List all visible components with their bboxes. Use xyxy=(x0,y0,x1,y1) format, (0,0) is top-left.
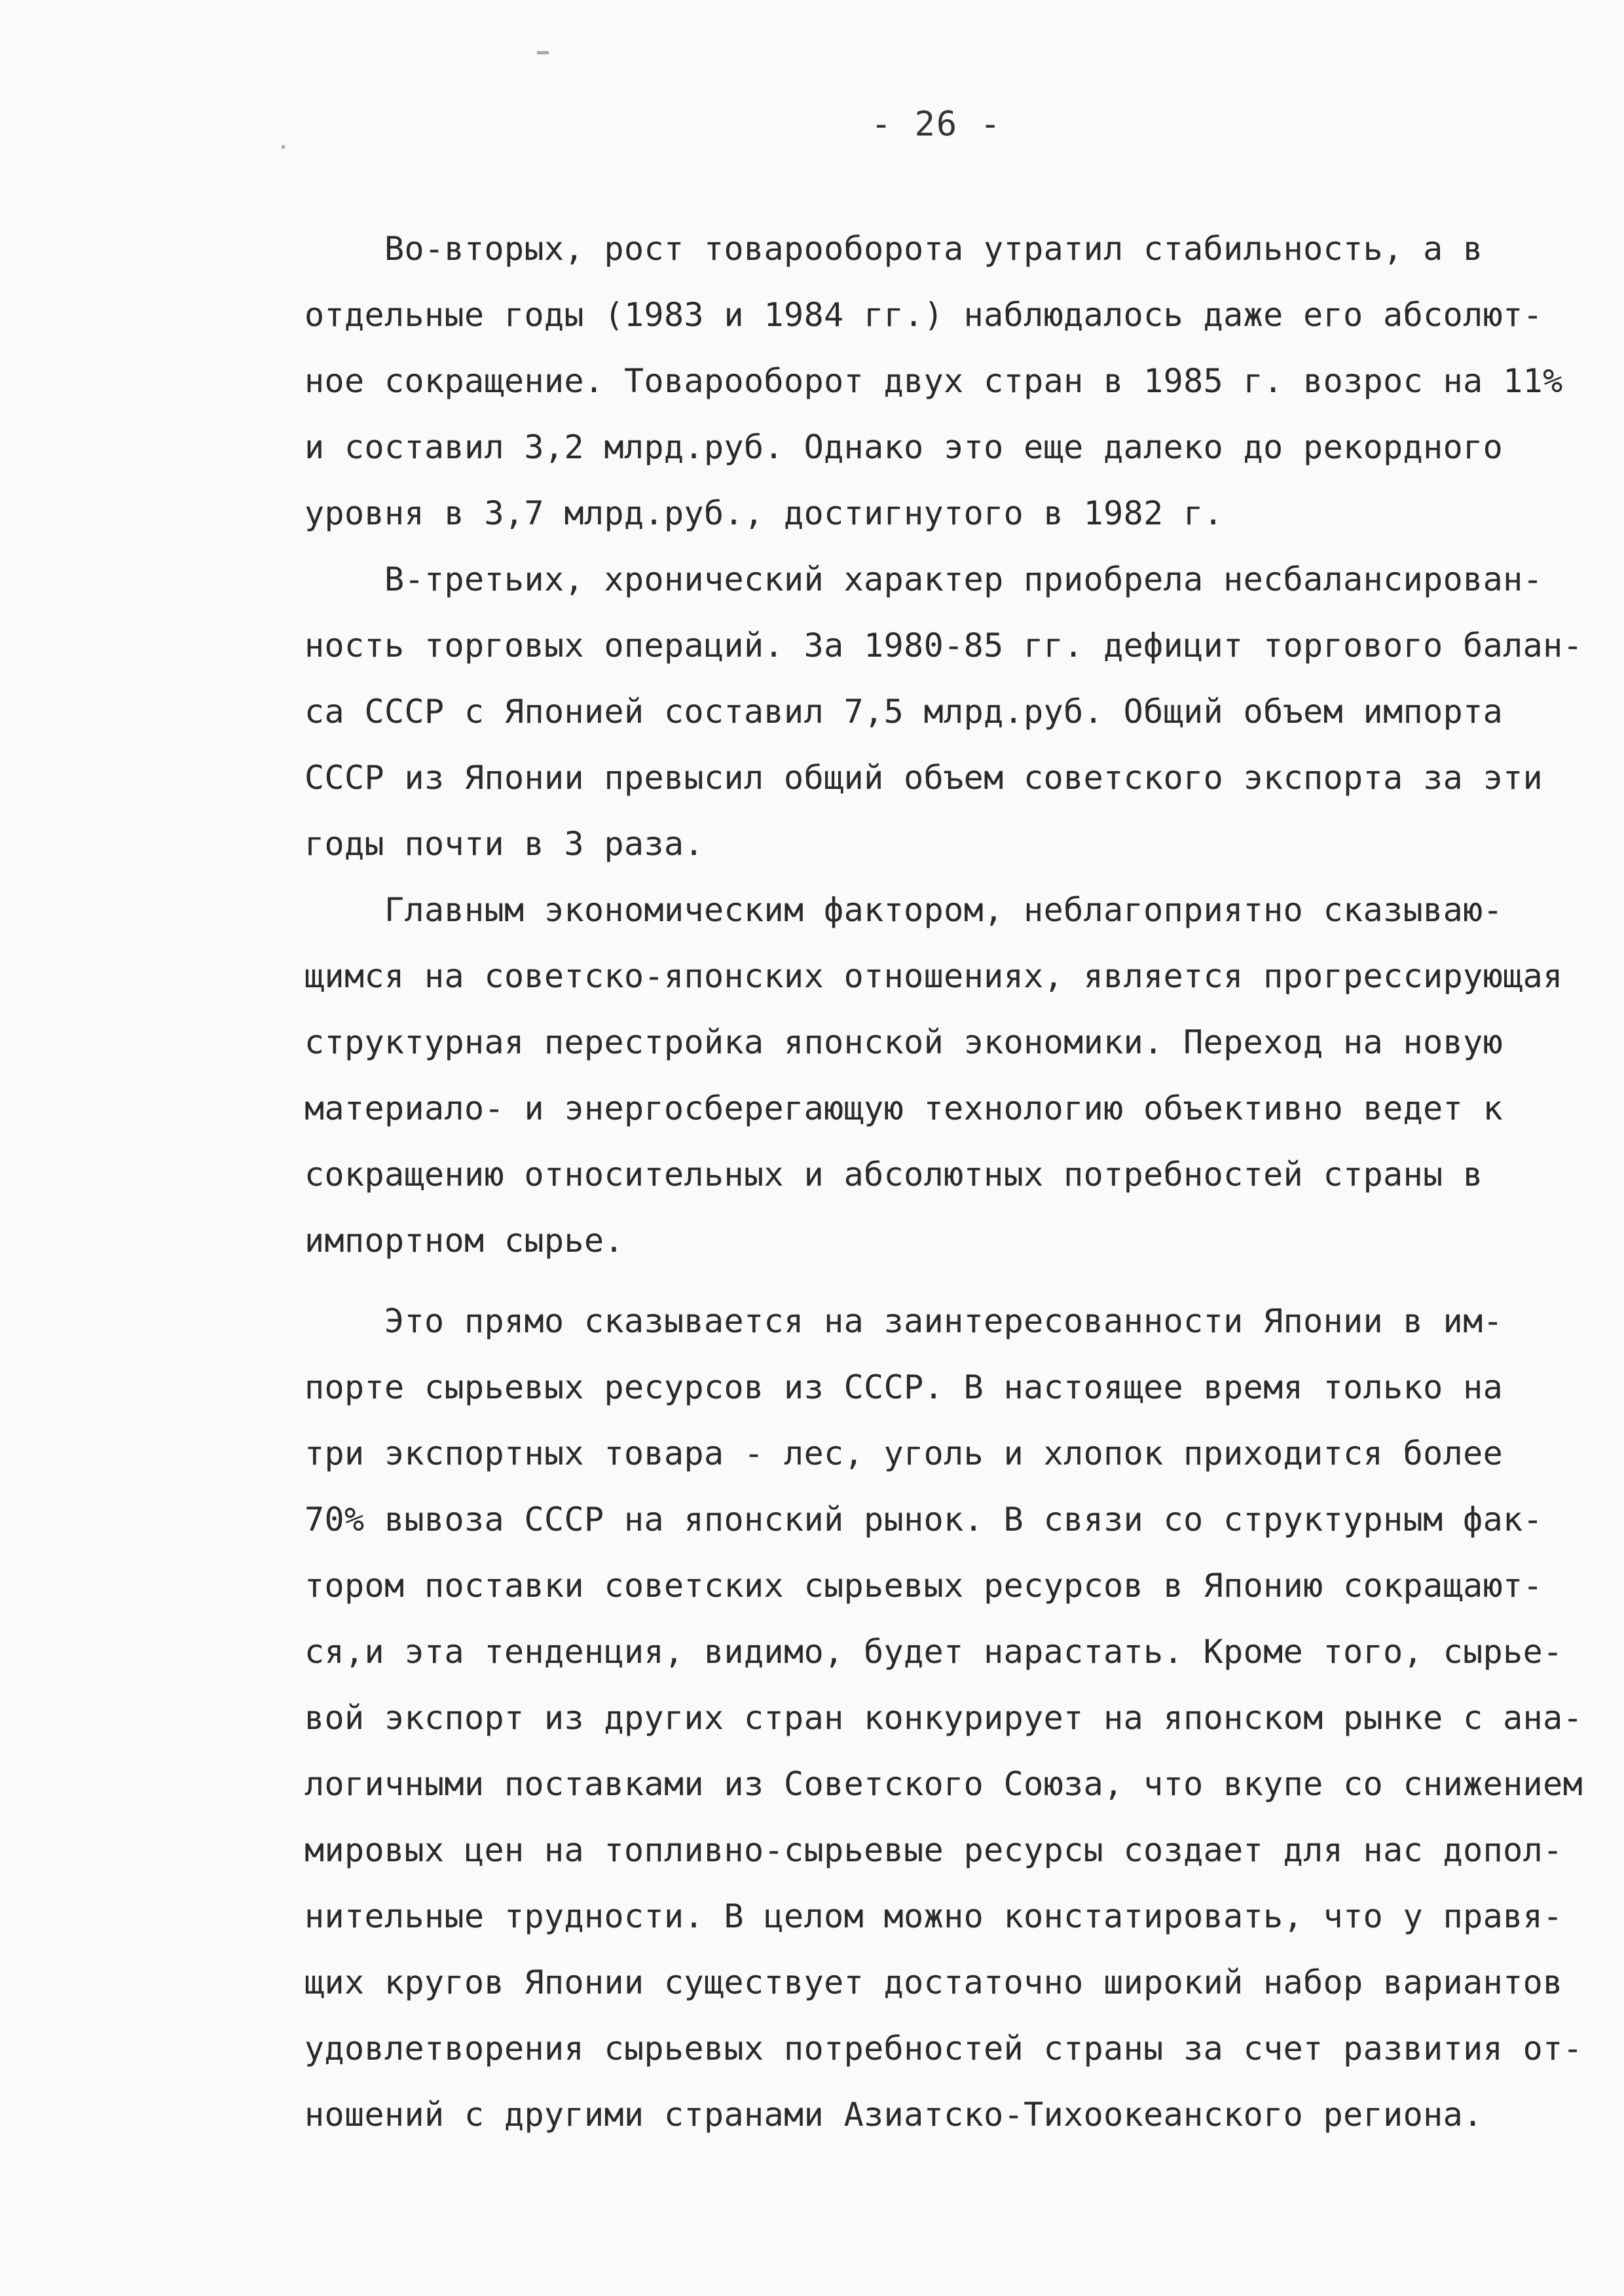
text-line: вой экспорт из других стран конкурирует на японском рынке с ана- xyxy=(304,1699,1583,1737)
text-line: Это прямо сказывается на заинтересованности Японии в им- xyxy=(304,1302,1504,1340)
text-line: отдельные годы (1983 и 1984 гг.) наблюдалось даже его абсолют- xyxy=(304,296,1543,334)
text-line: годы почти в 3 раза. xyxy=(304,825,705,863)
text-line: мировых цен на топливно-сырьевые ресурсы создает для нас допол- xyxy=(304,1831,1563,1869)
text-line: материало- и энергосберегающую технологию объективно ведет к xyxy=(304,1089,1504,1127)
text-line: щимся на советско-японских отношениях, является прогрессирующая xyxy=(304,957,1563,995)
text-line: В-третьих, хронический характер приобрела несбалансирован- xyxy=(304,560,1543,598)
text-line: Главным экономическим фактором, неблагоприятно сказываю- xyxy=(304,891,1504,929)
text-line: СССР из Японии превысил общий объем советского экспорта за эти xyxy=(304,759,1543,797)
text-line: ношений с другими странами Азиатско-Тихоокеанского региона. xyxy=(304,2096,1483,2134)
text-line: ность торговых операций. За 1980-85 гг. дефицит торгового балан- xyxy=(304,627,1583,665)
paragraph xyxy=(304,216,1588,547)
text-line: Во-вторых, рост товарооборота утратил стабильность, а в xyxy=(304,230,1483,268)
text-line: структурная перестройка японской экономики. Переход на новую xyxy=(304,1023,1504,1061)
text-line: 70% вывоза СССР на японский рынок. В связи со структурным фак- xyxy=(304,1501,1543,1539)
text-line: тором поставки советских сырьевых ресурсов в Японию сокращают- xyxy=(304,1567,1543,1605)
page-number: - 26 - xyxy=(871,105,1002,144)
text-line: импортном сырье. xyxy=(304,1222,625,1260)
text-line: сокращению относительных и абсолютных потребностей страны в xyxy=(304,1156,1483,1194)
text-line: ся,и эта тенденция, видимо, будет нарастать. Кроме того, сырье- xyxy=(304,1633,1563,1671)
paragraph xyxy=(304,547,1588,877)
scan-speck xyxy=(537,51,549,54)
text-line: и составил 3,2 млрд.руб. Однако это еще далеко до рекордного xyxy=(304,428,1504,466)
text-line: логичными поставками из Советского Союза, что вкупе со снижением xyxy=(304,1765,1583,1803)
paragraph xyxy=(304,1288,1588,2148)
text-line: щих кругов Японии существует достаточно широкий набор вариантов xyxy=(304,1963,1563,2001)
paragraph xyxy=(304,877,1588,1274)
text-line: уровня в 3,7 млрд.руб., достигнутого в 1982 г. xyxy=(304,494,1224,532)
document-body xyxy=(304,216,1588,2148)
text-line: са СССР с Японией составил 7,5 млрд.руб. Общий объем импорта xyxy=(304,693,1504,731)
text-line: порте сырьевых ресурсов из СССР. В настоящее время только на xyxy=(304,1368,1504,1406)
text-line: нительные трудности. В целом можно констатировать, что у правя- xyxy=(304,1897,1563,1935)
paragraph-gap xyxy=(304,1274,1588,1288)
scan-speck xyxy=(282,145,285,149)
text-line: ное сокращение. Товарооборот двух стран в 1985 г. возрос на 11% xyxy=(304,362,1563,400)
text-line: три экспортных товара - лес, уголь и хлопок приходится более xyxy=(304,1434,1504,1472)
text-line: удовлетворения сырьевых потребностей страны за счет развития от- xyxy=(304,2030,1583,2068)
